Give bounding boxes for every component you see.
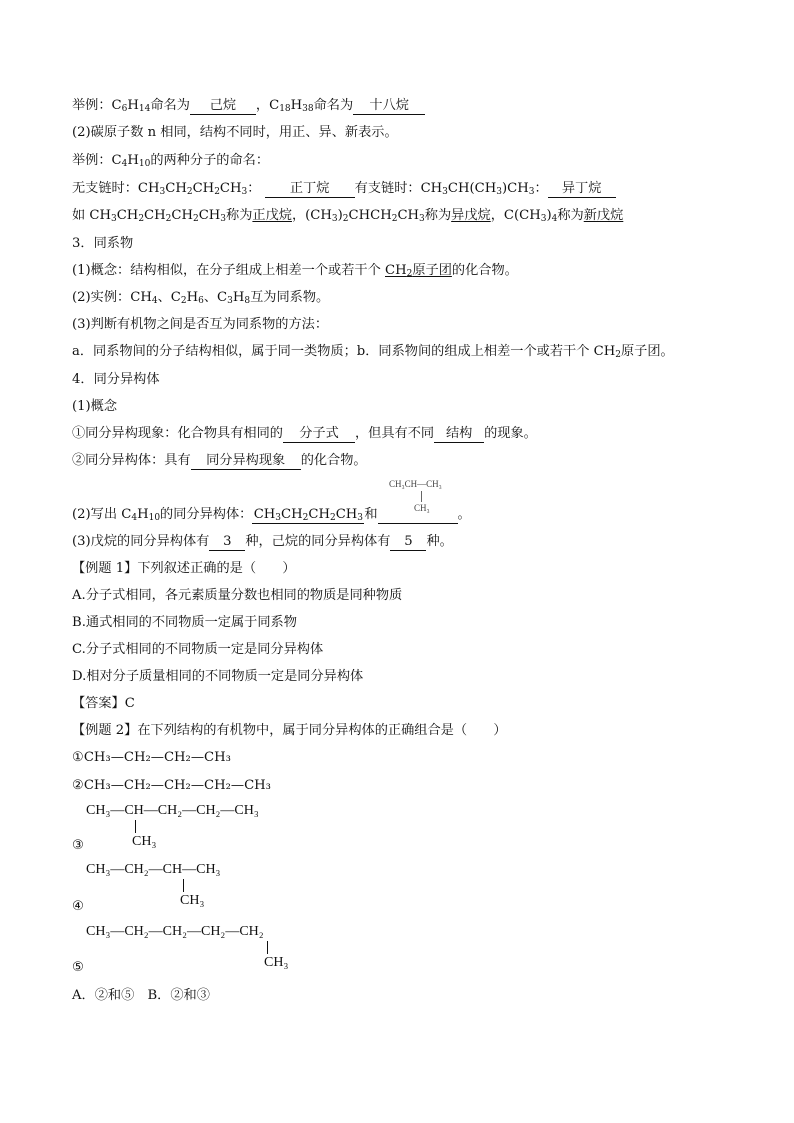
structure-5-main: CH₃—CH₂—CH₂—CH₂—CH₂ bbox=[86, 924, 264, 939]
example2-question: 【例题 2】在下列结构的有机物中，属于同分异构体的正确组合是（ ） bbox=[72, 723, 507, 738]
rule-n-same-line: (2)碳原子数 n 相同，结构不同时，用正、异、新表示。 bbox=[72, 125, 398, 140]
example1-question: 【例题 1】下列叙述正确的是（ ） bbox=[72, 561, 296, 576]
pentane-names-line: 如 $CH_3CH_2CH_2CH_2CH_3$称为正戊烷，$(CH_3)_2CHCH_2CH_3$称为异戊烷，$C(CH_3)_4$称为新戊烷 bbox=[72, 208, 624, 224]
homolog-method-line: (3)判断有机物之间是否互为同系物的方法： bbox=[72, 317, 329, 332]
structure-3-number: ③ bbox=[72, 838, 84, 853]
answer-blank-n-butane: 正丁烷 bbox=[265, 181, 355, 198]
isomer-concept-heading: (1)概念 bbox=[72, 399, 118, 414]
answer-blank-pentane-count: 3 bbox=[209, 534, 245, 551]
neopentane-name: 新戊烷 bbox=[583, 208, 624, 223]
answer-blank-isomerism: 同分异构现象 bbox=[191, 453, 301, 470]
answer-blank-hexane-count: 5 bbox=[390, 534, 426, 551]
homolog-concept-line: (1)概念：结构相似，在分子组成上相差一个或若干个 $CH_2$原子团的化合物。 bbox=[72, 263, 518, 279]
isobutane-structure-bottom: CH₃ bbox=[414, 503, 430, 513]
answer-blank-formula: 分子式 bbox=[283, 426, 355, 443]
structure-4-main: CH₃—CH₂—CH—CH₃ bbox=[86, 862, 221, 877]
example1-option-c: C.分子式相同的不同物质一定是同分异构体 bbox=[72, 642, 324, 657]
example1-option-d: D.相对分子质量相同的不同物质一定是同分异构体 bbox=[72, 669, 364, 684]
isomer-definition-line: ②同分异构体：具有 同分异构现象 的化合物。 bbox=[72, 453, 367, 468]
structure-3-main: CH₃—CH—CH₂—CH₂—CH₃ bbox=[86, 803, 259, 818]
structure-4-bond bbox=[183, 879, 184, 892]
structure-3-branch: CH₃ bbox=[132, 834, 157, 849]
example2-choices: A．②和⑤ B．②和③ bbox=[72, 988, 210, 1003]
structure-5-branch: CH₃ bbox=[264, 955, 289, 970]
structure-2: ②CH₃—CH₂—CH₂—CH₂—CH₃ bbox=[72, 778, 271, 793]
answer-blank-octadecane: 十八烷 bbox=[353, 98, 425, 115]
isobutane-structure-top: CH₃CH—CH₃ bbox=[389, 479, 442, 489]
section-isomers-heading: 4．同分异构体 bbox=[72, 372, 160, 387]
example-heptane-line: 举例：$C_6H_{14}$命名为 己烷 ，$C_{18}H_{38}$命名为 十八烷 bbox=[72, 97, 425, 115]
answer-blank-hexane: 己烷 bbox=[190, 98, 256, 115]
isomer-count-line: (3)戊烷的同分异构体有 3 种，己烷的同分异构体有 5 种。 bbox=[72, 534, 453, 549]
homolog-example-line: (2)实例：$CH_4$、$C_2H_6$、$C_3H_8$互为同系物。 bbox=[72, 290, 330, 306]
example1-option-b: B.通式相同的不同物质一定属于同系物 bbox=[72, 615, 297, 630]
butane-isomers-write-line: (2)写出 $C_4H_{10}$的同分异构体：$CH_3CH_2CH_2CH_3$和 。 bbox=[72, 507, 471, 523]
structure-1: ①CH₃—CH₂—CH₂—CH₃ bbox=[72, 750, 231, 765]
answer-blank-isobutane-formula bbox=[378, 507, 458, 524]
isobutane-bond bbox=[421, 491, 422, 502]
answer-blank-isobutane: 异丁烷 bbox=[548, 181, 616, 198]
answer-blank-structure: 结构 bbox=[434, 426, 484, 443]
butane-isomers-line: 无支链时：$CH_3CH_2CH_2CH_3$： 正丁烷 有支链时：$CH_3CH(CH_3)CH_3$： 异丁烷 bbox=[72, 180, 616, 198]
section-homologs-heading: 3．同系物 bbox=[72, 236, 134, 251]
structure-3-bond bbox=[135, 820, 136, 833]
answer-blank-n-butane-formula: $CH_3CH_2CH_2CH_3$ bbox=[253, 507, 364, 523]
isopentane-name: 异戊烷 bbox=[451, 208, 491, 223]
structure-5-bond bbox=[267, 941, 268, 954]
n-pentane-name: 正戊烷 bbox=[252, 208, 292, 223]
structure-4-branch: CH₃ bbox=[180, 893, 205, 908]
example1-option-a: A.分子式相同，各元素质量分数也相同的物质是同种物质 bbox=[72, 588, 403, 603]
isomerism-definition-line: ①同分异构现象：化合物具有相同的 分子式 ，但具有不同 结构 的现象。 bbox=[72, 426, 537, 441]
homolog-criteria-line: a．同系物间的分子结构相似，属于同一类物质；b．同系物间的组成上相差一个或若干个 $CH_2$原子团。 bbox=[72, 344, 674, 360]
ch2-group-answer: $CH_2$原子团 bbox=[385, 263, 452, 279]
example1-answer: 【答案】C bbox=[72, 696, 135, 711]
example-butane-line: 举例：$C_4H_{10}$的两种分子的命名： bbox=[72, 153, 270, 169]
structure-4-number: ④ bbox=[72, 899, 84, 914]
structure-5-number: ⑤ bbox=[72, 960, 84, 975]
